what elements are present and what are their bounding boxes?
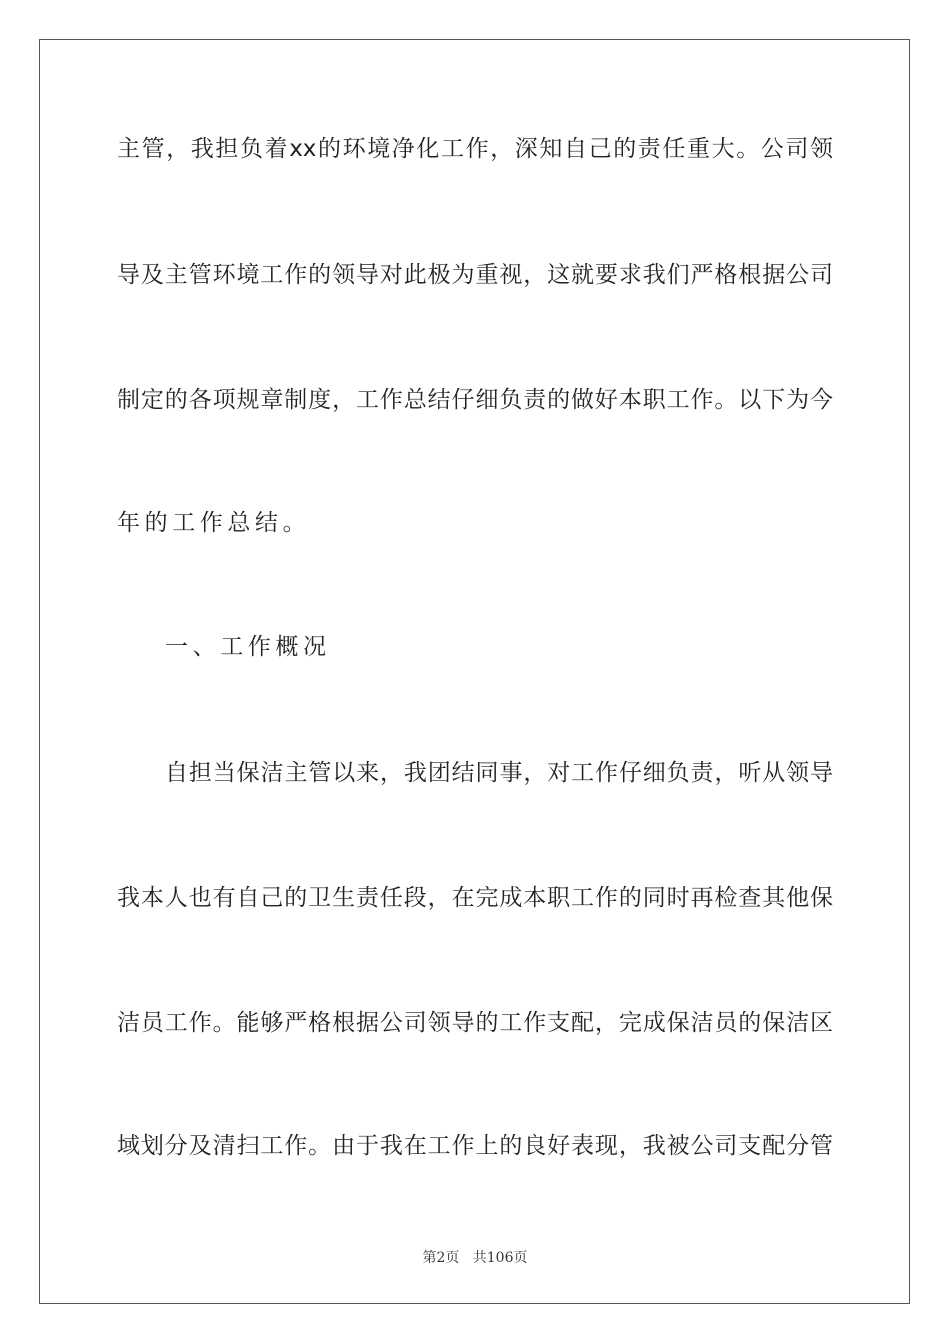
page-border bbox=[39, 39, 910, 1304]
total-pages: 共106页 bbox=[472, 1250, 528, 1266]
body-line-6: 自担当保洁主管以来，我团结同事，对工作仔细负责，听从领导 bbox=[165, 760, 833, 786]
body-line-2: 导及主管环境工作的领导对此极为重视，这就要求我们严格根据公司 bbox=[117, 262, 833, 288]
page-number: 第2页 bbox=[422, 1250, 460, 1266]
section-heading: 一、工作概况 bbox=[165, 634, 331, 660]
page-footer bbox=[0, 1248, 950, 1268]
body-line-4: 年的工作总结。 bbox=[117, 510, 311, 536]
body-line-3: 制定的各项规章制度，工作总结仔细负责的做好本职工作。以下为今 bbox=[117, 387, 833, 413]
body-line-9: 域划分及清扫工作。由于我在工作上的良好表现，我被公司支配分管 bbox=[117, 1133, 833, 1159]
body-line-1: 主管，我担负着xx的环境净化工作，深知自己的责任重大。公司领 bbox=[117, 136, 833, 162]
body-line-7: 我本人也有自己的卫生责任段，在完成本职工作的同时再检查其他保 bbox=[117, 885, 833, 911]
body-line-8: 洁员工作。能够严格根据公司领导的工作支配，完成保洁员的保洁区 bbox=[117, 1010, 833, 1036]
